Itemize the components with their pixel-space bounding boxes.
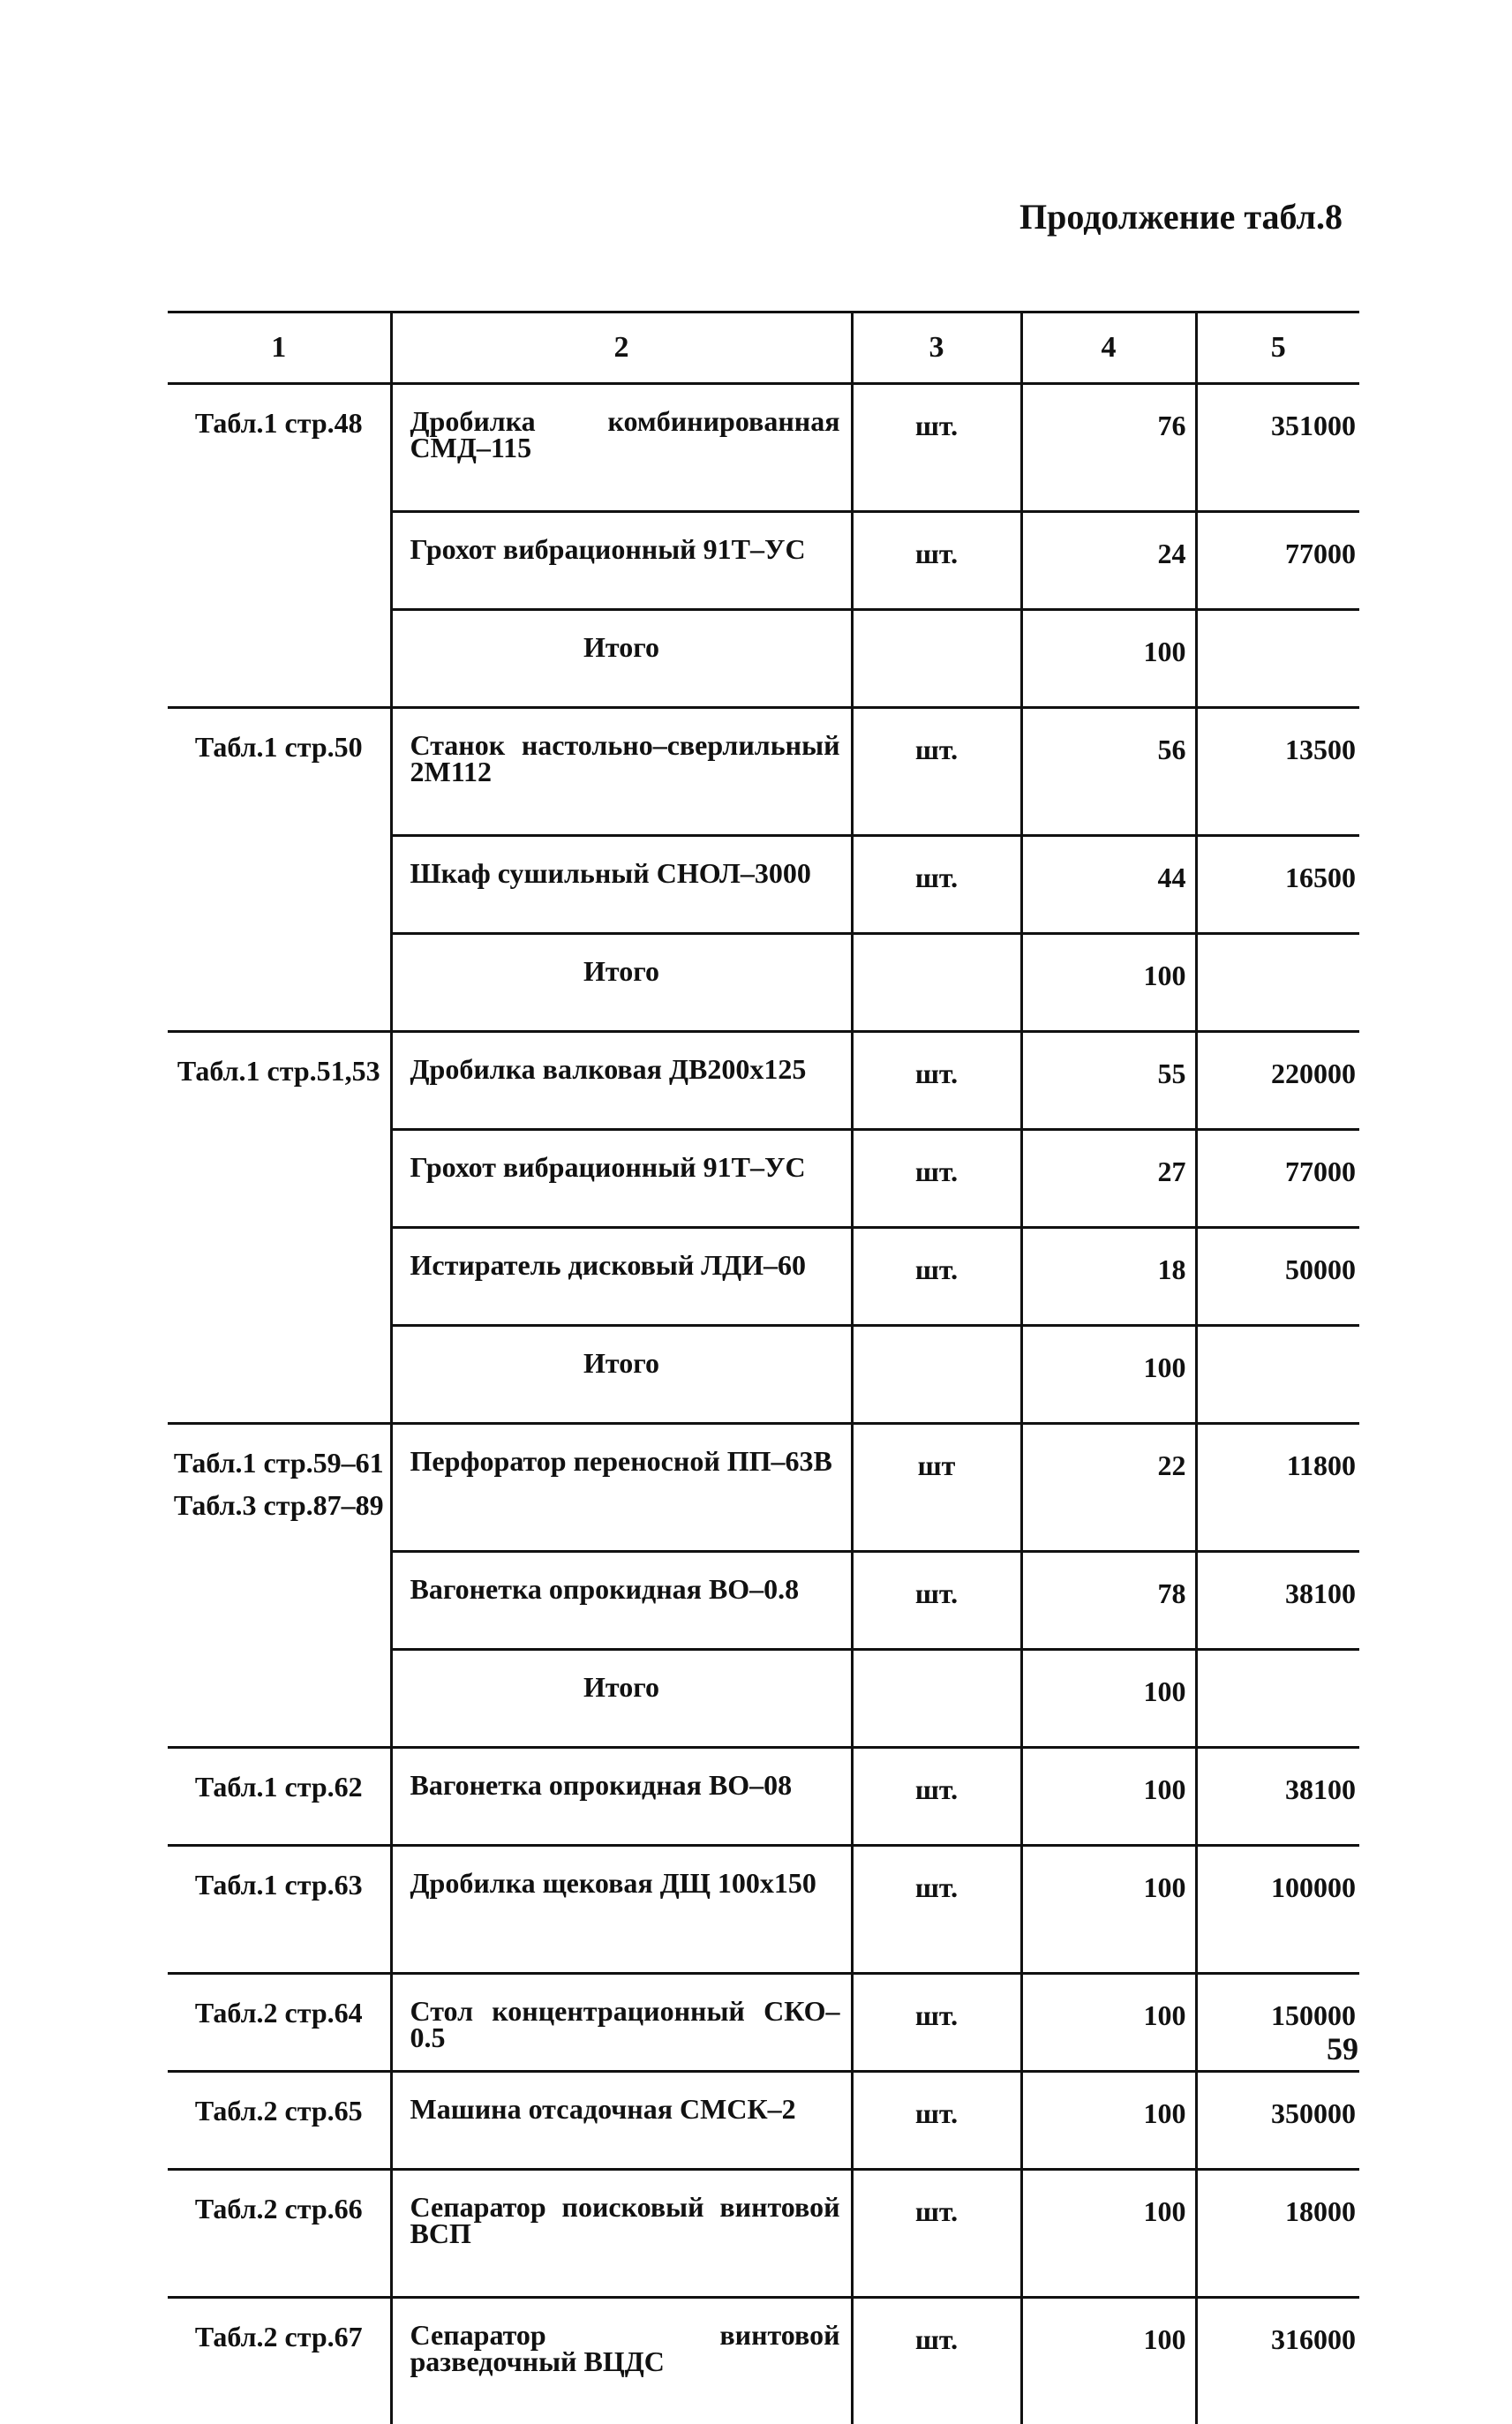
reference-text: Табл.2 стр.64 [195, 1997, 363, 2029]
price-cell [1196, 610, 1359, 708]
table-row [168, 1424, 1359, 1552]
unit-cell: шт. [852, 2298, 1021, 2424]
table-row [168, 1846, 1359, 1974]
equipment-name-cell: Вагонетка опрокидная ВО–0.8 [391, 1552, 852, 1650]
reference-text: Табл.2 стр.65 [195, 2095, 363, 2127]
price-cell: 38100 [1196, 1552, 1359, 1650]
share-cell: 56 [1021, 708, 1196, 836]
equipment-name-cell: Итого [391, 1326, 852, 1424]
price-cell: 350000 [1196, 2072, 1359, 2170]
table-row [168, 384, 1359, 512]
equipment-name-cell: Грохот вибрационный 91Т–УС [391, 1130, 852, 1228]
reference-text: Табл.2 стр.66 [195, 2193, 363, 2225]
reference-text: Табл.1 стр.51,53 [177, 1055, 380, 1087]
unit-cell: шт. [852, 708, 1021, 836]
equipment-name-cell: Истиратель дисковый ЛДИ–60 [391, 1228, 852, 1326]
unit-cell: шт. [852, 2072, 1021, 2170]
unit-cell: шт. [852, 384, 1021, 512]
reference-cell [168, 1974, 391, 2072]
table-row [168, 708, 1359, 836]
share-cell: 27 [1021, 1130, 1196, 1228]
price-cell: 18000 [1196, 2170, 1359, 2298]
reference-cell [168, 1032, 391, 1424]
share-cell: 100 [1021, 1974, 1196, 2072]
share-cell: 76 [1021, 384, 1196, 512]
share-cell: 100 [1021, 2072, 1196, 2170]
table-row [168, 1032, 1359, 1130]
equipment-name-cell: Дробилка щековая ДЩ 100х150 [391, 1846, 852, 1974]
share-cell: 100 [1021, 1748, 1196, 1846]
reference-cell [168, 2298, 391, 2424]
reference-cell [168, 1424, 391, 1748]
reference-text: Табл.1 стр.50 [195, 731, 363, 763]
equipment-name-cell: Перфоратор переносной ПП–63В [391, 1424, 852, 1552]
table-row [168, 1748, 1359, 1846]
equipment-table [168, 311, 1359, 2424]
equipment-name-cell: Итого [391, 610, 852, 708]
price-cell: 100000 [1196, 1846, 1359, 1974]
column-header: 5 [1196, 312, 1359, 384]
share-cell: 100 [1021, 934, 1196, 1032]
unit-cell: шт [852, 1424, 1021, 1552]
price-cell: 11800 [1196, 1424, 1359, 1552]
price-cell: 351000 [1196, 384, 1359, 512]
price-cell: 38100 [1196, 1748, 1359, 1846]
column-header: 2 [391, 312, 852, 384]
equipment-name-cell: Сепаратор поисковый винтовой ВСП [391, 2170, 852, 2298]
price-cell: 16500 [1196, 836, 1359, 934]
share-cell: 55 [1021, 1032, 1196, 1130]
share-cell: 22 [1021, 1424, 1196, 1552]
equipment-name-cell: Итого [391, 1650, 852, 1748]
column-header: 4 [1021, 312, 1196, 384]
reference-text: Табл.1 стр.59–61 [174, 1447, 384, 1479]
table-body [168, 384, 1359, 2424]
price-cell: 220000 [1196, 1032, 1359, 1130]
share-cell: 24 [1021, 512, 1196, 610]
reference-text: Табл.1 стр.62 [195, 1771, 363, 1803]
equipment-name-cell: Шкаф сушильный СНОЛ–3000 [391, 836, 852, 934]
unit-cell [852, 1326, 1021, 1424]
price-cell [1196, 934, 1359, 1032]
unit-cell [852, 610, 1021, 708]
unit-cell: шт. [852, 1974, 1021, 2072]
equipment-name-cell: Стол концентрационный СКО–0.5 [391, 1974, 852, 2072]
equipment-name-cell: Машина отсадочная СМСК–2 [391, 2072, 852, 2170]
price-cell: 316000 [1196, 2298, 1359, 2424]
price-cell: 150000 [1196, 1974, 1359, 2072]
share-cell: 100 [1021, 1846, 1196, 1974]
equipment-name-cell: Итого [391, 934, 852, 1032]
unit-cell: шт. [852, 2170, 1021, 2298]
share-cell: 100 [1021, 610, 1196, 708]
reference-cell [168, 2170, 391, 2298]
share-cell: 100 [1021, 2298, 1196, 2424]
table-row [168, 2298, 1359, 2424]
table-row [168, 1974, 1359, 2072]
reference-cell [168, 2072, 391, 2170]
equipment-name-cell: Грохот вибрационный 91Т–УС [391, 512, 852, 610]
reference-text: Табл.1 стр.63 [195, 1869, 363, 1901]
price-cell: 50000 [1196, 1228, 1359, 1326]
reference-cell [168, 384, 391, 708]
equipment-name-cell: Вагонетка опрокидная ВО–08 [391, 1748, 852, 1846]
price-cell: 77000 [1196, 1130, 1359, 1228]
reference-text: Табл.1 стр.48 [195, 407, 363, 439]
reference-cell [168, 1748, 391, 1846]
price-cell [1196, 1650, 1359, 1748]
share-cell: 100 [1021, 2170, 1196, 2298]
reference-text: Табл.3 стр.87–89 [168, 1490, 390, 1520]
table-caption: Продолжение табл.8 [1019, 196, 1343, 237]
unit-cell: шт. [852, 1552, 1021, 1650]
share-cell: 100 [1021, 1650, 1196, 1748]
table-row [168, 2072, 1359, 2170]
equipment-name-cell: Дробилка комбинированная СМД–115 [391, 384, 852, 512]
reference-cell [168, 708, 391, 1032]
share-cell: 78 [1021, 1552, 1196, 1650]
unit-cell [852, 934, 1021, 1032]
unit-cell: шт. [852, 836, 1021, 934]
page-number: 59 [1327, 2030, 1358, 2067]
price-cell: 13500 [1196, 708, 1359, 836]
unit-cell [852, 1650, 1021, 1748]
unit-cell: шт. [852, 1032, 1021, 1130]
share-cell: 44 [1021, 836, 1196, 934]
column-header: 1 [168, 312, 391, 384]
unit-cell: шт. [852, 1228, 1021, 1326]
reference-cell [168, 1846, 391, 1974]
equipment-name-cell: Станок настольно–сверлильный 2М112 [391, 708, 852, 836]
unit-cell: шт. [852, 1130, 1021, 1228]
column-header: 3 [852, 312, 1021, 384]
unit-cell: шт. [852, 1748, 1021, 1846]
price-cell: 77000 [1196, 512, 1359, 610]
reference-text: Табл.2 стр.67 [195, 2321, 363, 2352]
table-row [168, 2170, 1359, 2298]
equipment-name-cell: Дробилка валковая ДВ200х125 [391, 1032, 852, 1130]
share-cell: 100 [1021, 1326, 1196, 1424]
equipment-name-cell: Сепаратор винтовой разведочный ВЦДС [391, 2298, 852, 2424]
price-cell [1196, 1326, 1359, 1424]
share-cell: 18 [1021, 1228, 1196, 1326]
unit-cell: шт. [852, 512, 1021, 610]
unit-cell: шт. [852, 1846, 1021, 1974]
header-row [168, 312, 1359, 384]
